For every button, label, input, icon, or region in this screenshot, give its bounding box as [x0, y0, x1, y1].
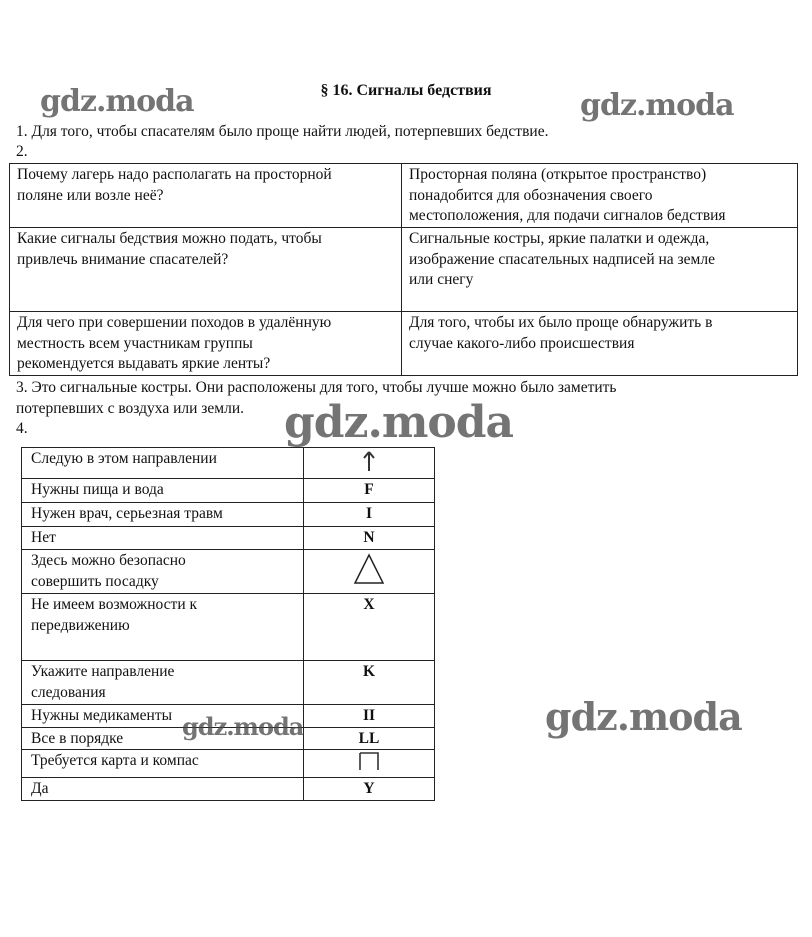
up-arrow-icon: [361, 450, 377, 472]
meaning-line: Не имеем возможности к: [31, 596, 198, 613]
table-row: [22, 750, 435, 778]
meaning-line: передвижению: [31, 617, 130, 634]
question-line: местность всем участникам группы: [17, 334, 253, 352]
symbol-cell: [304, 479, 435, 503]
meaning-cell: [22, 750, 304, 778]
meaning-text: Нужен врач, серьезная травм: [31, 505, 223, 522]
triangle-icon: [353, 553, 385, 585]
meaning-text: Все в порядке: [31, 730, 124, 747]
item-2-label: 2.: [16, 143, 28, 160]
question-cell: [10, 312, 402, 376]
table-row: [22, 479, 435, 503]
answer-cell: [402, 164, 798, 228]
item-1-text: 1. Для того, чтобы спасателям было проще найти людей, потерпевших бедствие.: [16, 123, 549, 140]
symbol-cell: [304, 705, 435, 728]
table-row: [22, 594, 435, 661]
table-row: [10, 164, 798, 228]
table-row: [10, 228, 798, 312]
meaning-line: совершить посадку: [31, 573, 159, 590]
answer-line: Сигнальные костры, яркие палатки и одежда,: [409, 230, 710, 247]
symbol-cell: [304, 750, 435, 778]
table-row: [22, 778, 435, 801]
table-row: [10, 312, 798, 376]
table-row: [22, 550, 435, 594]
meaning-text: Нет: [31, 529, 56, 546]
meaning-cell: [22, 550, 304, 594]
meaning-line: следования: [31, 684, 106, 701]
meaning-cell: [22, 448, 304, 479]
answer-line: Просторная поляна (открытое пространство): [409, 166, 707, 183]
symbol-cell: [304, 550, 435, 594]
table-row: [22, 448, 435, 479]
meaning-cell: [22, 778, 304, 801]
meaning-cell: [22, 661, 304, 705]
symbol-text: LL: [358, 730, 380, 747]
meaning-cell: [22, 594, 304, 661]
item-3-line: 3. Это сигнальные костры. Они расположены для того, чтобы лучше можно было заметить: [16, 379, 617, 396]
square-icon: [358, 751, 380, 771]
meaning-text: Нужны пища и вода: [31, 481, 164, 498]
symbol-text: II: [362, 707, 376, 724]
watermark: gdz.moda: [545, 694, 742, 739]
watermark: gdz.moda: [580, 88, 734, 123]
answer-cell: [402, 228, 798, 312]
question-line: Какие сигналы бедствия можно подать, чтобы: [17, 230, 322, 247]
watermark: gdz.moda: [182, 712, 304, 741]
table-row: [22, 527, 435, 550]
question-line: рекомендуется выдавать яркие ленты?: [17, 355, 271, 372]
answer-line: понадобится для обозначения своего: [409, 186, 653, 204]
symbol-text: Y: [363, 780, 375, 797]
symbol-text: I: [365, 505, 373, 522]
answer-line: Для того, чтобы их было проще обнаружить в: [409, 314, 713, 331]
item-3-line: потерпевших с воздуха или земли.: [16, 400, 245, 417]
watermark: gdz.moda: [284, 397, 514, 448]
symbol-cell: [304, 594, 435, 661]
meaning-line: Здесь можно безопасно: [31, 552, 186, 569]
question-line: поляне или возле неё?: [17, 186, 164, 204]
meaning-text: Следую в этом направлении: [31, 450, 217, 467]
answer-line: или снегу: [409, 271, 474, 288]
symbol-cell: [304, 661, 435, 705]
answer-line: местоположения, для подачи сигналов бедствия: [409, 207, 726, 224]
table-row: [22, 661, 435, 705]
meaning-cell: [22, 479, 304, 503]
meaning-cell: [22, 503, 304, 527]
symbol-text: K: [362, 663, 376, 680]
watermark: gdz.moda: [40, 84, 194, 119]
meaning-cell: [22, 527, 304, 550]
symbol-cell: [304, 728, 435, 750]
section-title: § 16. Сигналы бедствия: [320, 82, 492, 99]
table-row: [22, 503, 435, 527]
question-cell: [10, 164, 402, 228]
answer-cell: [402, 312, 798, 376]
question-line: Для чего при совершении походов в удалённую: [17, 314, 332, 331]
meaning-text: Нужны медикаменты: [31, 707, 173, 724]
symbol-cell: [304, 527, 435, 550]
question-cell: [10, 228, 402, 312]
answer-line: случае какого-либо происшествия: [409, 334, 635, 352]
item-4-label: 4.: [16, 420, 28, 437]
symbol-cell: [304, 778, 435, 801]
symbol-text: F: [364, 481, 374, 498]
symbol-text: N: [363, 529, 375, 546]
question-line: Почему лагерь надо располагать на просторной: [17, 166, 332, 183]
symbol-text: X: [363, 596, 375, 613]
symbol-cell: [304, 503, 435, 527]
answer-line: изображение спасательных надписей на земле: [409, 250, 715, 268]
signal-symbols-table: [21, 447, 435, 801]
distress-questions-table: [9, 163, 798, 376]
question-line: привлечь внимание спасателей?: [17, 250, 229, 268]
meaning-text: Требуется карта и компас: [31, 752, 199, 769]
meaning-line: Укажите направление: [31, 663, 175, 680]
symbol-cell: [304, 448, 435, 479]
meaning-text: Да: [31, 780, 49, 797]
